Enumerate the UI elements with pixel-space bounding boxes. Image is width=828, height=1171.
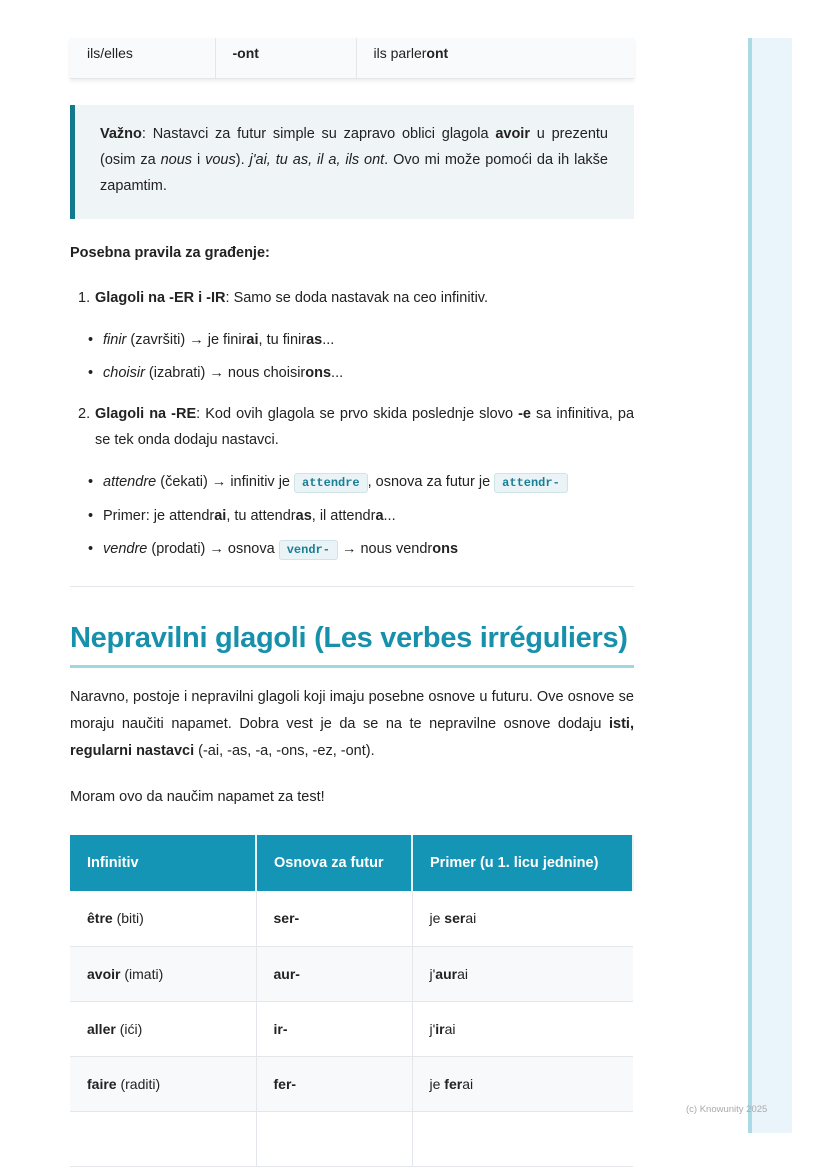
text-segment: (prodati) → osnova [147, 541, 279, 557]
text-segment: ... [331, 365, 344, 381]
table-row [70, 891, 633, 946]
text-segment: vendre [103, 541, 148, 557]
divider [70, 586, 634, 587]
bullet-item [103, 538, 458, 561]
text-segment: Glagoli na -RE [95, 406, 197, 422]
text-segment: , tu finir [258, 332, 307, 348]
text-segment: ils parler [373, 44, 427, 61]
bullet-item [103, 362, 343, 384]
copyright-footer: (c) Knowunity 2025 [686, 1104, 768, 1115]
text-segment: u prezentu (osim za [100, 126, 608, 168]
bullet-item [103, 505, 396, 527]
bullet-item [103, 471, 568, 494]
text-segment: a [375, 508, 384, 524]
text-segment: ai [457, 965, 468, 982]
text-segment: faire [87, 1075, 117, 1092]
table-row [70, 1056, 633, 1111]
table-cell [412, 1056, 633, 1111]
table-row [70, 946, 633, 1001]
table-cell: ser- [256, 891, 412, 946]
list-item [78, 401, 634, 453]
text-segment: ai [444, 1020, 456, 1037]
text-segment: ... [322, 332, 335, 348]
text-segment: ont [426, 44, 449, 61]
endings-table [70, 38, 634, 79]
section-title: Nepravilni glagoli (Les verbes irréguliers) [70, 622, 634, 668]
rules-heading: Posebna pravila za građenje: [70, 245, 270, 261]
list-text [78, 401, 634, 453]
text-segment: attendre [103, 474, 157, 490]
text-segment: vous [205, 152, 236, 168]
text-segment: ai [462, 1075, 474, 1092]
table-cell [70, 946, 256, 1001]
table-cell: -ont [215, 38, 356, 78]
text-segment: ). [235, 152, 250, 168]
table-cell: ils/elles [70, 38, 215, 78]
text-segment: (imati) [120, 965, 164, 982]
table-header-row [70, 835, 633, 891]
table-cell [70, 891, 256, 946]
text-segment: : Kod ovih glagola se prvo skida poslednje slovo [196, 406, 519, 422]
text-segment: (čekati) → infinitiv je [156, 474, 295, 490]
text-segment: ... [383, 508, 396, 524]
table-cell: fer- [256, 1056, 412, 1111]
text-segment: ai [246, 332, 259, 348]
list-text [78, 285, 634, 311]
text-segment: ser [444, 910, 466, 927]
column-header: Infinitiv [70, 835, 256, 891]
table-row [70, 1111, 633, 1166]
table-cell [412, 1111, 633, 1166]
note-paragraph: Moram ovo da naučim napamet za test! [70, 789, 325, 805]
column-header: Primer (u 1. licu jednine) [412, 835, 633, 891]
text-segment: aur [435, 965, 458, 982]
text-segment: as [306, 332, 323, 348]
code-snippet: vendr- [279, 540, 338, 560]
text-segment: . Ovo mi može pomoći da ih lakše zapamtim. [100, 152, 608, 194]
text-segment: je [429, 910, 445, 927]
table-cell [70, 1056, 256, 1111]
text-segment: (-ai, -as, -a, -ons, -ez, -ont). [194, 743, 375, 759]
text-segment: (završiti) → je finir [126, 332, 247, 348]
text-segment: Važno [100, 126, 142, 142]
text-segment: , il attendr [311, 508, 376, 524]
text-segment: , tu attendr [226, 508, 296, 524]
text-segment: ons [305, 365, 332, 381]
text-segment: Glagoli na -ER i -IR [95, 290, 226, 306]
table-cell [70, 1001, 256, 1056]
list-number: 2. [78, 406, 91, 422]
text-segment: je [429, 1075, 445, 1092]
text-segment: j' [429, 965, 436, 982]
text-segment: (biti) [112, 910, 144, 927]
table-cell [70, 1111, 256, 1166]
text-segment: j'ai, tu as, il a, ils ont [249, 152, 385, 168]
text-segment: ons [432, 541, 459, 557]
text-segment: -e [518, 406, 531, 422]
bullet-item [103, 329, 334, 351]
text-segment: : Nastavci za futur simple su zapravo oblici glagola [141, 126, 496, 142]
table-cell: aur- [256, 946, 412, 1001]
text-segment: fer [444, 1075, 463, 1092]
code-snippet: attendre [294, 473, 368, 493]
text-segment: j' [429, 1020, 436, 1037]
text-segment: , osnova za futur je [367, 474, 495, 490]
irregular-verbs-table [70, 835, 634, 1167]
text-segment: (raditi) [116, 1075, 161, 1092]
text-segment: sa infinitiva, pa se tek onda dodaju nastavci. [95, 406, 635, 448]
text-segment: ai [214, 508, 227, 524]
table-row [70, 38, 634, 78]
column-header: Osnova za futur [256, 835, 412, 891]
text-segment: ir [435, 1020, 445, 1037]
table-cell [256, 1111, 412, 1166]
text-segment: → nous vendr [337, 541, 433, 557]
text-segment: nous [160, 152, 193, 168]
text-segment: être [87, 910, 113, 927]
text-segment: aller [87, 1020, 116, 1037]
table-cell [412, 946, 633, 1001]
list-number: 1. [78, 290, 91, 306]
text-segment: i [192, 152, 206, 168]
text-segment: isti, regularni nastavci [70, 716, 634, 759]
text-segment: as [295, 508, 312, 524]
table-cell [356, 38, 634, 78]
text-segment: finir [103, 332, 127, 348]
table-cell: ir- [256, 1001, 412, 1056]
text-segment: avoir [495, 126, 530, 142]
text-segment: (izabrati) → nous choisir [144, 365, 306, 381]
text-segment: ai [465, 910, 477, 927]
table-cell [412, 891, 633, 946]
code-snippet: attendr- [494, 473, 568, 493]
important-callout [70, 105, 634, 219]
intro-paragraph [70, 684, 634, 765]
side-panel [748, 38, 792, 1133]
table-row [70, 1001, 633, 1056]
text-segment: Naravno, postoje i nepravilni glagoli koji imaju posebne osnove u futuru. Ove osnove se moraju naučiti napamet. Dobra vest je da se na te nepravilne osnove dodaju [70, 689, 634, 732]
text-segment: choisir [103, 365, 145, 381]
text-segment: (ići) [115, 1020, 143, 1037]
text-segment: : Samo se doda nastavak na ceo infinitiv. [225, 290, 489, 306]
text-segment: Primer: je attendr [103, 508, 215, 524]
table-cell [412, 1001, 633, 1056]
list-item [78, 285, 634, 311]
text-segment: avoir [87, 965, 121, 982]
